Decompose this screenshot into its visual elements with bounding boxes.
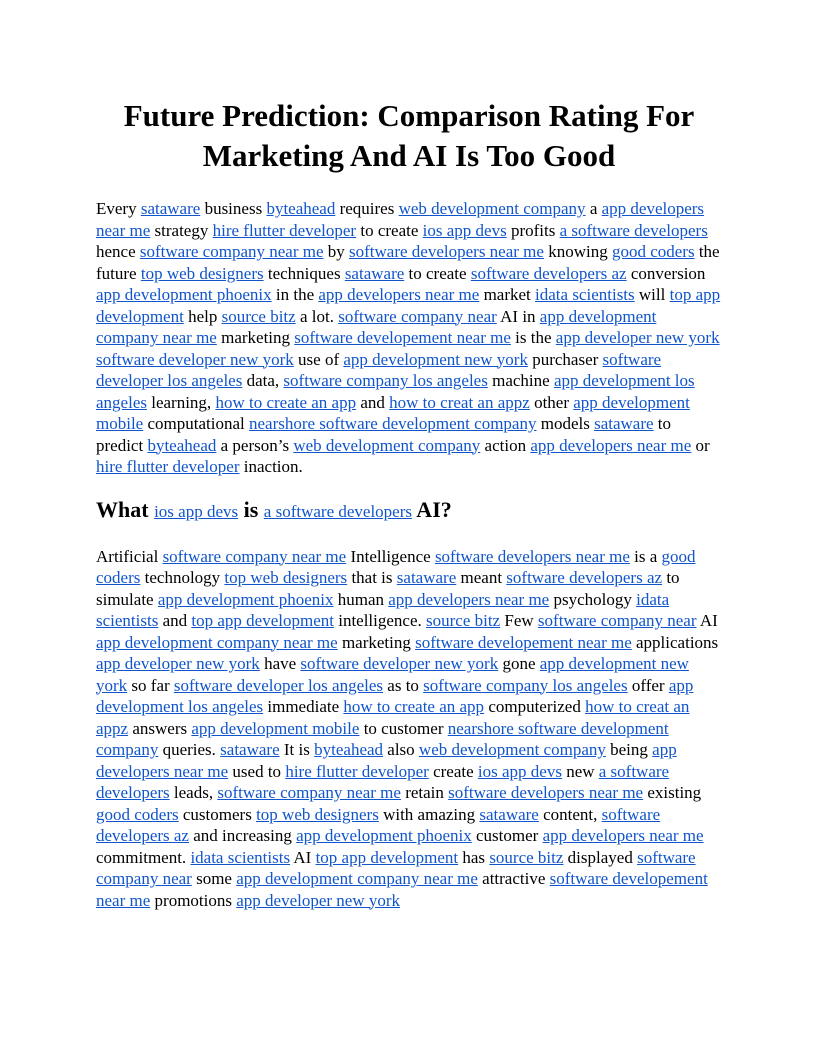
text-run: so far: [127, 675, 174, 695]
hyperlink[interactable]: source bitz: [426, 611, 501, 630]
body-paragraph-1: [96, 198, 722, 478]
text-run: Few: [500, 611, 538, 630]
hyperlink[interactable]: software company los angeles: [283, 371, 488, 390]
text-run: some: [191, 869, 237, 888]
hyperlink[interactable]: hire flutter developer: [212, 220, 357, 240]
hyperlink[interactable]: how to create an app: [215, 392, 357, 412]
text-run: immediate: [263, 697, 344, 716]
hyperlink[interactable]: nearshore software development company: [248, 414, 537, 433]
hyperlink[interactable]: app development company near me: [96, 306, 657, 347]
hyperlink[interactable]: idata scientists: [190, 847, 291, 867]
text-run: strategy: [150, 220, 213, 240]
text-run: that is: [347, 568, 397, 587]
hyperlink[interactable]: hire flutter developer: [96, 457, 240, 476]
text-run: is the: [510, 328, 556, 347]
hyperlink[interactable]: app development new york: [96, 654, 689, 695]
text-run: AI: [290, 847, 316, 867]
hyperlink[interactable]: top app development: [191, 611, 334, 630]
text-run: a person’s: [216, 435, 294, 455]
text-run: help: [183, 306, 222, 326]
hyperlink[interactable]: top web designers: [224, 568, 348, 587]
hyperlink[interactable]: good coders: [96, 804, 179, 824]
hyperlink[interactable]: ios app devs: [477, 761, 562, 781]
hyperlink[interactable]: ios app devs: [154, 501, 239, 521]
document-page: [96, 96, 722, 911]
text-run: human: [333, 589, 389, 609]
text-run: commitment.: [96, 847, 191, 867]
hyperlink[interactable]: software company near me: [139, 242, 324, 261]
text-run: technology: [140, 568, 225, 587]
hyperlink[interactable]: nearshore software development company: [96, 718, 669, 759]
text-run: existing: [643, 783, 702, 802]
text-run: answers: [128, 718, 192, 738]
text-run: marketing: [337, 632, 416, 652]
text-run: and increasing: [188, 826, 297, 845]
hyperlink[interactable]: app development phoenix: [296, 826, 472, 845]
text-run: applications: [631, 632, 719, 652]
hyperlink[interactable]: byteahead: [314, 740, 384, 759]
hyperlink[interactable]: source bitz: [489, 847, 564, 867]
hyperlink[interactable]: a software developers: [559, 220, 708, 240]
hyperlink[interactable]: byteahead: [266, 199, 336, 218]
hyperlink[interactable]: software company los angeles: [423, 675, 628, 695]
hyperlink[interactable]: software developers az: [470, 263, 627, 283]
hyperlink[interactable]: app developers near me: [530, 435, 692, 455]
text-run: hence: [96, 242, 140, 261]
text-run: is a: [629, 546, 662, 566]
text-run: Intelligence: [346, 546, 435, 566]
hyperlink[interactable]: software company near me: [162, 546, 347, 566]
text-run: with amazing: [378, 804, 480, 824]
text-run: intelligence.: [333, 611, 427, 630]
hyperlink[interactable]: software developement near me: [415, 632, 632, 652]
text-run: a: [585, 199, 602, 218]
hyperlink[interactable]: web development company: [418, 740, 606, 759]
hyperlink[interactable]: app development los angeles: [96, 371, 695, 412]
text-run: action: [480, 435, 531, 455]
text-run: models: [536, 414, 595, 433]
body-paragraph-2: [96, 546, 722, 912]
hyperlink[interactable]: idata scientists: [535, 285, 635, 304]
text-run: meant: [456, 568, 507, 587]
text-run: attractive: [477, 869, 550, 888]
hyperlink[interactable]: software developement near me: [96, 869, 708, 910]
hyperlink[interactable]: software developers near me: [448, 783, 644, 802]
text-run: to create: [356, 220, 423, 240]
hyperlink[interactable]: app developers near me: [318, 285, 480, 304]
text-run: promotions: [150, 890, 237, 910]
text-run: the future: [96, 242, 720, 283]
text-run: content,: [538, 804, 602, 824]
text-run: queries.: [158, 740, 221, 759]
hyperlink[interactable]: good coders: [96, 546, 696, 587]
text-run: AI?: [412, 496, 452, 522]
hyperlink[interactable]: software developement near me: [294, 328, 511, 347]
hyperlink[interactable]: app developer new york: [555, 328, 720, 347]
hyperlink[interactable]: app developers near me: [96, 199, 705, 240]
text-run: is: [238, 496, 264, 522]
text-run: knowing: [543, 242, 612, 261]
text-run: marketing: [216, 328, 295, 347]
text-run: to predict: [96, 414, 672, 455]
hyperlink[interactable]: software developer new york: [300, 654, 499, 673]
hyperlink[interactable]: sataware: [479, 804, 539, 824]
hyperlink[interactable]: web development company: [293, 435, 481, 455]
text-run: AI: [696, 611, 718, 630]
hyperlink[interactable]: top web designers: [256, 804, 379, 824]
hyperlink[interactable]: software developer los angeles: [173, 675, 384, 695]
text-run: AI in: [496, 306, 540, 326]
hyperlink[interactable]: top app development: [315, 847, 459, 867]
text-run: to customer: [359, 718, 448, 738]
text-run: machine: [487, 371, 554, 390]
hyperlink[interactable]: sataware: [594, 414, 654, 433]
text-run: by: [323, 242, 350, 261]
hyperlink[interactable]: app developers near me: [388, 589, 550, 609]
hyperlink[interactable]: how to creat an appz: [96, 697, 690, 738]
text-run: Artificial: [96, 546, 163, 566]
text-run: computerized: [484, 697, 586, 716]
text-run: in the: [271, 285, 319, 304]
hyperlink[interactable]: software developers near me: [434, 546, 630, 566]
text-run: profits: [506, 220, 560, 240]
hyperlink[interactable]: sataware: [344, 263, 405, 283]
hyperlink[interactable]: software developer new york: [96, 349, 294, 369]
text-run: will: [634, 285, 670, 304]
hyperlink[interactable]: sataware: [396, 568, 457, 587]
text-run: and: [356, 392, 390, 412]
text-run: business: [200, 199, 267, 218]
text-run: use of: [293, 349, 344, 369]
hyperlink[interactable]: byteahead: [147, 435, 217, 455]
hyperlink[interactable]: top web designers: [140, 263, 264, 283]
document-title: Future Prediction: Comparison Rating For Marketing And AI Is Too Good: [123, 98, 695, 173]
hyperlink[interactable]: software developers az: [506, 568, 663, 587]
text-run: create: [428, 761, 478, 781]
hyperlink[interactable]: web development company: [398, 199, 586, 218]
hyperlink[interactable]: top app development: [96, 285, 721, 326]
hyperlink[interactable]: software developers near me: [349, 242, 544, 261]
text-run: gone: [498, 654, 540, 673]
text-run: offer: [627, 675, 669, 695]
text-run: customers: [178, 804, 257, 824]
hyperlink[interactable]: software company near me: [217, 783, 401, 802]
text-run: customer: [471, 826, 543, 845]
text-run: requires: [335, 199, 399, 218]
text-run: other: [529, 392, 574, 412]
hyperlink[interactable]: software company near: [338, 306, 497, 326]
hyperlink[interactable]: app development company near me: [96, 632, 338, 652]
text-run: purchaser: [527, 349, 603, 369]
text-run: inaction.: [239, 457, 303, 476]
hyperlink[interactable]: software company near: [537, 611, 697, 630]
hyperlink[interactable]: software company near: [96, 847, 696, 888]
hyperlink[interactable]: good coders: [611, 242, 695, 261]
text-run: as to: [383, 675, 424, 695]
hyperlink[interactable]: source bitz: [221, 306, 296, 326]
text-run: or: [691, 435, 710, 455]
hyperlink[interactable]: a software developers: [96, 761, 670, 802]
text-run: and: [158, 611, 192, 630]
text-run: conversion: [626, 263, 706, 283]
text-run: new: [561, 761, 599, 781]
text-run: a lot.: [295, 306, 339, 326]
hyperlink[interactable]: app development phoenix: [157, 589, 334, 609]
hyperlink[interactable]: software developer los angeles: [96, 349, 662, 390]
hyperlink[interactable]: app development los angeles: [96, 675, 694, 716]
text-run: data,: [242, 371, 284, 390]
text-run: psychology: [549, 589, 637, 609]
text-run: to simulate: [96, 568, 680, 609]
hyperlink[interactable]: sataware: [140, 199, 201, 218]
hyperlink[interactable]: how to creat an appz: [389, 392, 530, 412]
hyperlink[interactable]: app development mobile: [191, 718, 360, 738]
text-run: used to: [228, 761, 286, 781]
hyperlink[interactable]: app developer new york: [96, 654, 260, 673]
hyperlink[interactable]: software developers az: [96, 804, 661, 845]
text-run: retain: [400, 783, 449, 802]
text-run: displayed: [563, 847, 638, 867]
hyperlink[interactable]: ios app devs: [422, 220, 507, 240]
section-heading: [96, 496, 722, 526]
hyperlink[interactable]: app development mobile: [96, 392, 690, 433]
hyperlink[interactable]: app developer new york: [236, 890, 401, 910]
text-run: also: [383, 740, 419, 759]
text-run: being: [605, 740, 653, 759]
hyperlink[interactable]: app developers near me: [96, 740, 677, 781]
hyperlink[interactable]: app development company near me: [236, 869, 478, 888]
text-run: techniques: [263, 263, 345, 283]
hyperlink[interactable]: a software developers: [263, 501, 413, 521]
text-run: computational: [143, 414, 249, 433]
hyperlink[interactable]: how to create an app: [343, 697, 485, 716]
hyperlink[interactable]: app development phoenix: [96, 285, 272, 304]
text-run: to create: [404, 263, 471, 283]
hyperlink[interactable]: idata scientists: [96, 589, 670, 630]
text-run: has: [458, 847, 490, 867]
hyperlink[interactable]: app developers near me: [542, 826, 704, 845]
text-run: market: [479, 285, 536, 304]
text-run: learning,: [146, 392, 216, 412]
text-run: It is: [279, 740, 315, 759]
text-run: What: [96, 496, 155, 522]
text-run: Every: [96, 199, 141, 218]
hyperlink[interactable]: hire flutter developer: [285, 761, 429, 781]
hyperlink[interactable]: sataware: [220, 740, 280, 759]
text-run: have: [259, 654, 301, 673]
hyperlink[interactable]: app development new york: [343, 349, 528, 369]
text-run: leads,: [169, 783, 218, 802]
